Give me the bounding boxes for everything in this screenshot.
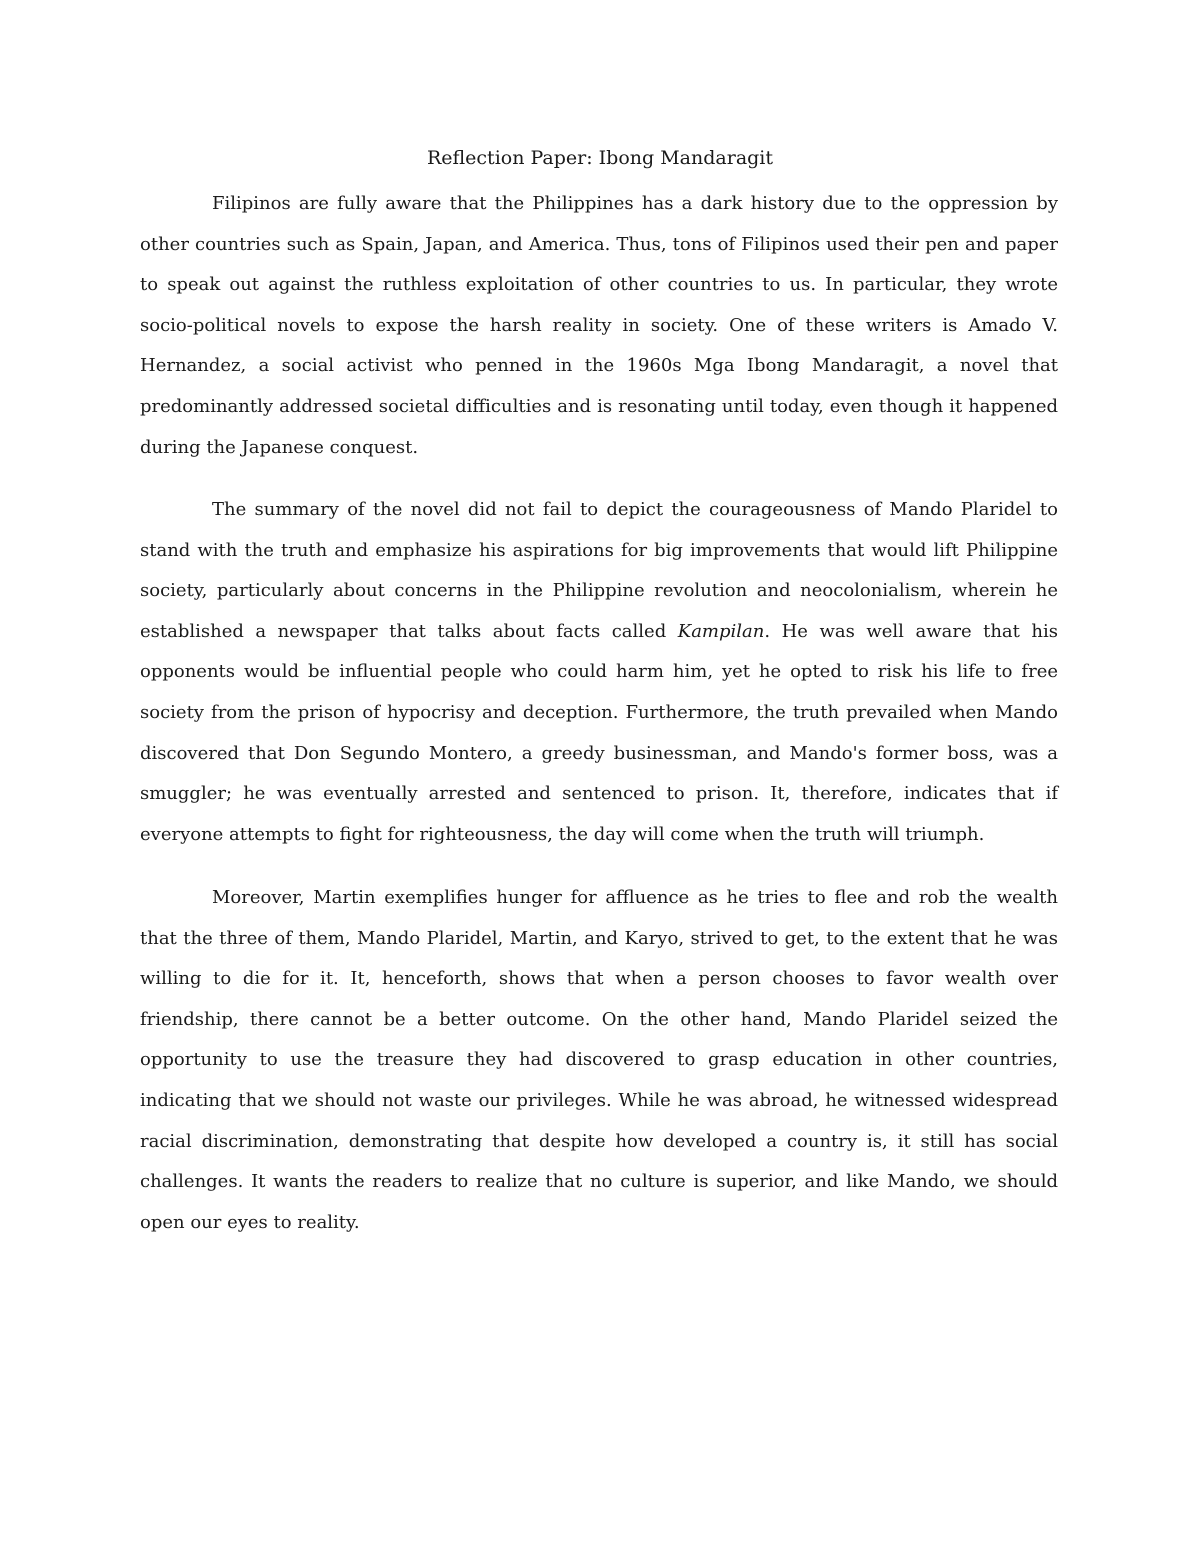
document-title: Reflection Paper: Ibong Mandaragit — [426, 147, 774, 169]
paragraph-summary-text-after: . He was well aware that his opponents would be influential people who could harm him, yet he opted to risk his life to free society from the prison of hypocrisy and deception. Furthermore, the truth prevailed when Mando discovered that Don Segundo Montero, a greedy businessman, and Mando's former boss, was a smuggler; he was eventually arrested and sentenced to prison. It, therefore, indicates that if everyone attempts to fight for righteousness, the day will come when the truth will triumph. — [140, 620, 1059, 845]
paragraph-summary — [140, 490, 1058, 855]
newspaper-title-kampilan: Kampilan — [677, 620, 765, 642]
paragraph-introduction: Filipinos are fully aware that the Philippines has a dark history due to the oppression by other countries such as Spain, Japan, and America. Thus, tons of Filipinos used their pen and paper to speak out against the ruthless exploitation of other countries to us. In particular, they wrote socio-political novels to expose the harsh reality in society. One of these writers is Amado V. Hernandez, a social activist who penned in the 1960s Mga Ibong Mandaragit, a novel that predominantly addressed societal difficulties and is resonating until today, even though it happened during the Japanese conquest. — [140, 193, 1058, 458]
paragraph-summary-text-before: The summary of the novel did not fail to depict the courageousness of Mando Plaridel to stand with the truth and emphasize his aspirations for big improvements that would lift Philippine society, particularly about concerns in the Philippine revolution and neocolonialism, wherein he established a newspaper that talks about facts called — [140, 499, 1058, 642]
paragraph-analysis: Moreover, Martin exemplifies hunger for affluence as he tries to flee and rob the wealth that the three of them, Mando Plaridel, Martin, and Karyo, strived to get, to the extent that he was willing to die for it. It, henceforth, shows that when a person chooses to favor wealth over friendship, there cannot be a better outcome. On the other hand, Mando Plaridel seized the opportunity to use the treasure they had discovered to grasp education in other countries, indicating that we should not waste our privileges. While he was abroad, he witnessed widespread racial discrimination, demonstrating that despite how developed a country is, it still has social challenges. It wants the readers to realize that no culture is superior, and like Mando, we should open our eyes to reality. — [140, 887, 1058, 1233]
